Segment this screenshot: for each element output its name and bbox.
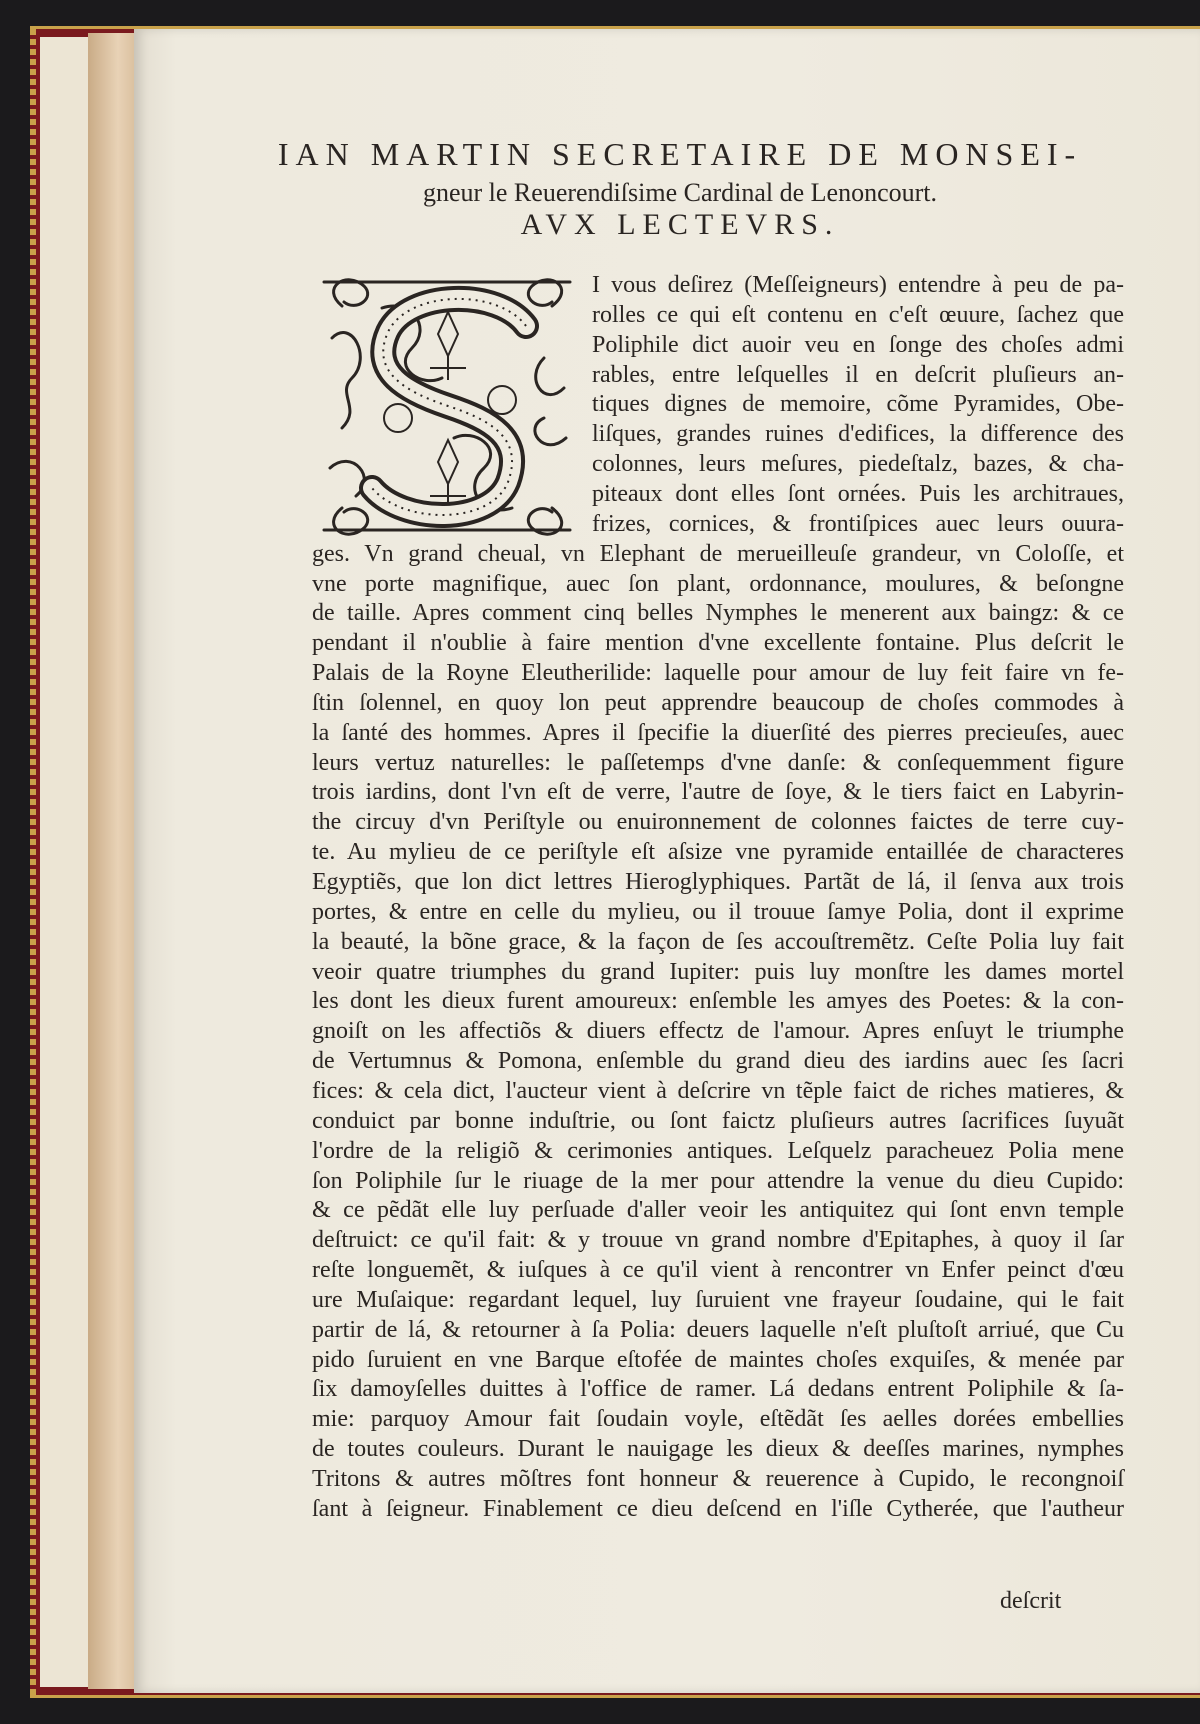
text-line: I vous deſirez (Meſſeigneurs) entendre à peu de pa- (592, 272, 1124, 298)
text-line: ſon Poliphile ſur le riuage de la mer pour attendre la venue du dieu Cupido: (312, 1167, 1124, 1194)
text-line: de Vertumnus & Pomona, enſemble du grand dieu des iardins auec ſes ſacri (312, 1048, 1124, 1075)
text-line: reſte longuemẽt, & iuſques à ce qu'il vient à rencontrer vn Enfer peinct d'œu (312, 1257, 1124, 1284)
title: AVX LECTEVRS. (520, 208, 840, 241)
text-line: pido ſuruient en vne Barque eſtofée de maintes choſes exquiſes, & menée par (312, 1346, 1124, 1373)
text-line: les dont les dieux furent amoureux: enſemble les amyes des Poetes: & la con- (312, 988, 1124, 1015)
heading: IAN MARTIN SECRETAIRE DE MONSEI- (277, 136, 1083, 172)
text-line: conduict par bonne induſtrie, ou ſont faictz pluſieurs autres ſacrifices ſuyuãt (312, 1107, 1124, 1134)
text-line: Palais de la Royne Eleutherilide: laquelle pour amour de luy feit faire vn fe- (312, 660, 1124, 687)
text-line: the circuy d'vn Periſtyle ou enuironnement de colonnes faictes de terre cuy- (312, 809, 1124, 836)
text-line: ſtin ſolennel, en quoy lon peut apprendre beaucoup de choſes commodes à (312, 689, 1124, 716)
text-line: vne porte magnifique, auec ſon plant, ordonnance, moulures, & beſongne (312, 570, 1124, 597)
text-line: de taille. Apres comment cinq belles Nymphes le menerent aux baingz: & ce (312, 600, 1124, 627)
text-line: ure Muſaique: regardant lequel, luy ſuruient vne frayeur ſoudaine, qui le fait (312, 1286, 1124, 1313)
text-line: portes, & entre en celle du mylieu, ou il trouue ſamye Polia, dont il exprime (312, 898, 1124, 925)
text-line: Tritons & autres mõſtres font honneur & reuerence à Cupido, le recongnoiſ (312, 1466, 1124, 1492)
text-line: veoir quatre triumphes du grand Iupiter: puis luy monſtre les dames mortel (312, 958, 1124, 985)
text-line: piteaux dont elles ſont ornées. Puis les architraues, (592, 480, 1124, 507)
text-line: liſques, grandes ruines d'edifices, la difference des (592, 421, 1124, 448)
text-line: ges. Vn grand cheual, vn Elephant de merueilleuſe grandeur, vn Coloſſe, et (312, 540, 1124, 567)
catchword: deſcrit (1000, 1588, 1062, 1614)
text-line: mie: parquoy Amour fait ſoudain voyle, eſtẽdãt ſes aelles dorées embellies (312, 1406, 1124, 1433)
text-line: deſtruict: ce qu'il fait: & y trouue vn grand nombre d'Epitaphes, à quoy il ſar (312, 1227, 1124, 1254)
gilt-border (30, 29, 36, 1695)
text-line: Egyptiẽs, que lon dict lettres Hieroglyphiques. Partãt de lá, il ſenva aux trois (312, 869, 1124, 895)
text-line: de toutes couleurs. Durant le nauigage les dieux & deeſſes marines, nymphes (312, 1436, 1124, 1463)
text-line: Poliphile dict auoir veu en ſonge des choſes admi (592, 331, 1124, 358)
text-line: trois iardins, dont l'vn eſt de verre, l'autre de ſoye, & le tiers faict en Labyrin- (312, 779, 1124, 806)
text-line: la ſanté des hommes. Apres il ſpecifie la diuerſité des pierres precieuſes, auec (312, 719, 1124, 746)
text-line: tiques dignes de memoire, cõme Pyramides, Obe- (592, 391, 1124, 418)
text-line: frizes, cornices, & frontiſpices auec leurs ouura- (592, 510, 1124, 537)
text-line: colonnes, leurs meſures, piedeſtalz, bazes, & cha- (592, 451, 1124, 478)
text-line: rolles ce qui eſt contenu en c'eſt œuure, ſachez que (592, 301, 1124, 328)
flyleaf (40, 37, 90, 1687)
text-line: gnoiſt on les affectiõs & diuers effectz de l'amour. Apres enſuyt le triumphe (312, 1018, 1124, 1045)
text-line: la beauté, la bõne grace, & la façon de ſes accouſtremẽtz. Ceſte Polia luy fait (312, 928, 1124, 955)
text-line: leurs vertuz naturelles: le paſſetemps d'vne danſe: & conſequemment figure (312, 749, 1124, 776)
subheading: gneur le Reuerendiſsime Cardinal de Lenoncourt. (422, 178, 938, 207)
decorated-initial-s-icon (312, 268, 584, 546)
text-line: ſant à ſeigneur. Finablement ce dieu deſcend en l'iſle Cytherée, que l'autheur (312, 1495, 1124, 1522)
text-line: rables, entre leſquelles il en deſcrit pluſieurs an- (592, 361, 1124, 388)
text-line: pendant il n'oublie à faire mention d'vne excellente fontaine. Plus deſcrit le (312, 630, 1124, 657)
text-line: partir de lá, & retourner à ſa Polia: deuers laquelle n'eſt pluſtoſt arriué, que Cu (312, 1316, 1124, 1343)
text-line: l'ordre de la religiõ & cerimonies antiques. Leſquelz paracheuez Polia mene (312, 1137, 1124, 1164)
page-edges (88, 33, 138, 1689)
text-line: te. Au mylieu de ce periſtyle eſt aſsize vne pyramide entaillée de characteres (312, 839, 1124, 866)
text-line: & ce pẽdãt elle luy perſuade d'aller veoir les antiquitez qui ſont envn temple (312, 1197, 1124, 1224)
decorated-initial (312, 268, 584, 546)
text-line: ſix damoyſelles duittes à l'office de ramer. Lá dedans entrent Poliphile & ſa- (312, 1376, 1124, 1403)
text-line: fices: & cela dict, l'aucteur vient à deſcrire vn tẽple faict de riches matieres, & (312, 1077, 1124, 1104)
